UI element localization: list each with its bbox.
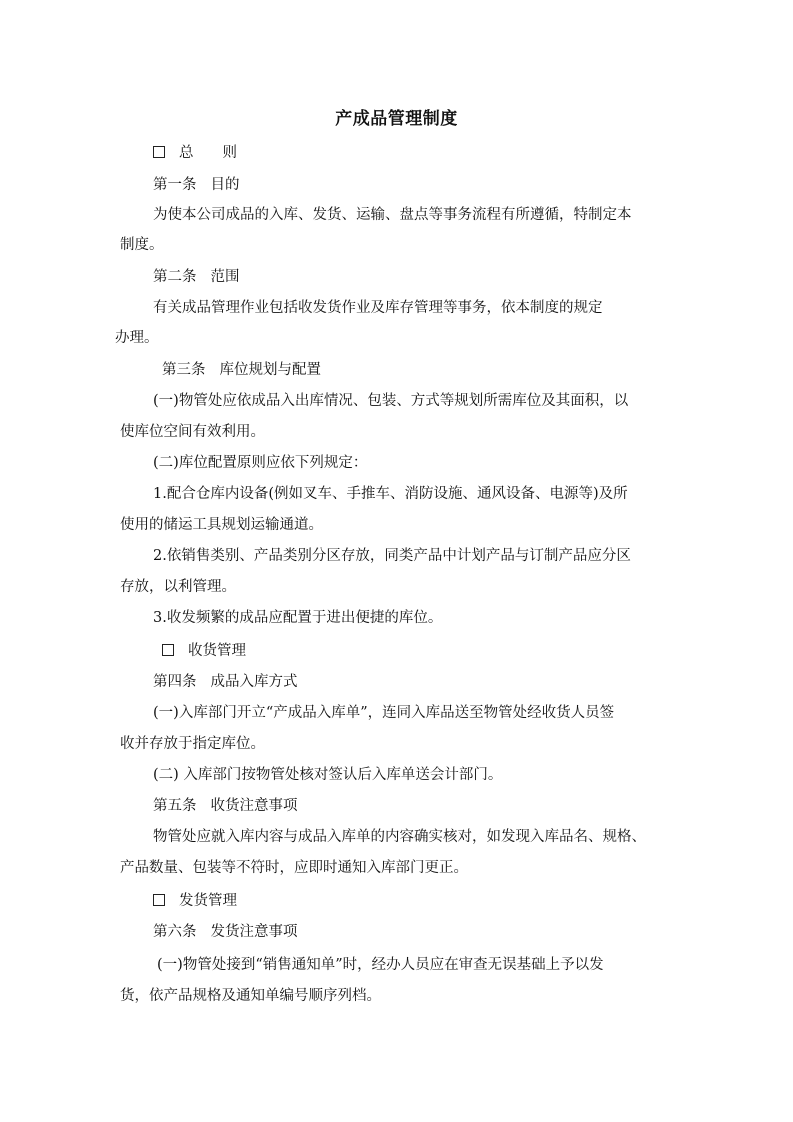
- paragraph-line: 存放，以利管理。: [120, 579, 236, 595]
- section-heading-shipping: [153, 891, 237, 911]
- paragraph-line: 1.配合仓库内设备(例如叉车、手推车、消防设施、通风设备、电源等)及所: [153, 486, 628, 502]
- paragraph-line: 使用的储运工具规划运输通道。: [120, 517, 323, 533]
- paragraph-line: 制度。: [120, 237, 164, 253]
- paragraph-line: (二)库位配置原则应依下列规定：: [153, 455, 368, 471]
- article-heading: 第三条 库位规划与配置: [162, 362, 321, 378]
- paragraph-line: 货，依产品规格及通知单编号顺序列档。: [120, 988, 381, 1004]
- paragraph-line: 有关成品管理作业包括收发货作业及库存管理等事务，依本制度的规定: [153, 300, 603, 316]
- article-heading: 第二条 范围: [153, 269, 240, 285]
- section-heading-general: [153, 143, 237, 163]
- paragraph-line: (一)物管处接到“销售通知单”时，经办人员应在审查无误基础上予以发: [157, 957, 604, 973]
- section-label: 发货管理: [179, 893, 237, 909]
- article-heading: 第一条 目的: [153, 177, 240, 193]
- paragraph-line: 使库位空间有效利用。: [120, 424, 265, 440]
- checkbox-square-icon: [153, 146, 165, 158]
- paragraph-line: 收并存放于指定库位。: [120, 736, 265, 752]
- article-heading: 第六条 发货注意事项: [153, 924, 298, 940]
- document-title: 产成品管理制度: [335, 109, 458, 129]
- paragraph-line: (一)入库部门开立“产成品入库单”，连同入库品送至物管处经收货人员签: [153, 705, 615, 721]
- paragraph-line: 办理。: [115, 330, 159, 346]
- paragraph-line: 产品数量、包装等不符时，应即时通知入库部门更正。: [120, 860, 468, 876]
- paragraph-line: (二) 入库部门按物管处核对签认后入库单送会计部门。: [153, 767, 503, 783]
- section-label: 总 则: [179, 145, 237, 161]
- paragraph-line: 2.依销售类别、产品类别分区存放，同类产品中计划产品与订制产品应分区: [153, 548, 631, 564]
- paragraph-line: (一)物管处应依成品入出库情况、包装、方式等规划所需库位及其面积，以: [153, 393, 629, 409]
- article-heading: 第四条 成品入库方式: [153, 674, 298, 690]
- article-heading: 第五条 收货注意事项: [153, 798, 298, 814]
- checkbox-square-icon: [162, 644, 174, 656]
- paragraph-line: 为使本公司成品的入库、发货、运输、盘点等事务流程有所遵循，特制定本: [153, 207, 632, 223]
- paragraph-line: 物管处应就入库内容与成品入库单的内容确实核对，如发现入库品名、规格、: [153, 829, 646, 845]
- checkbox-square-icon: [153, 894, 165, 906]
- section-heading-receiving: [162, 641, 246, 661]
- paragraph-line: 3.收发频繁的成品应配置于进出便捷的库位。: [153, 610, 443, 626]
- section-label: 收货管理: [188, 643, 246, 659]
